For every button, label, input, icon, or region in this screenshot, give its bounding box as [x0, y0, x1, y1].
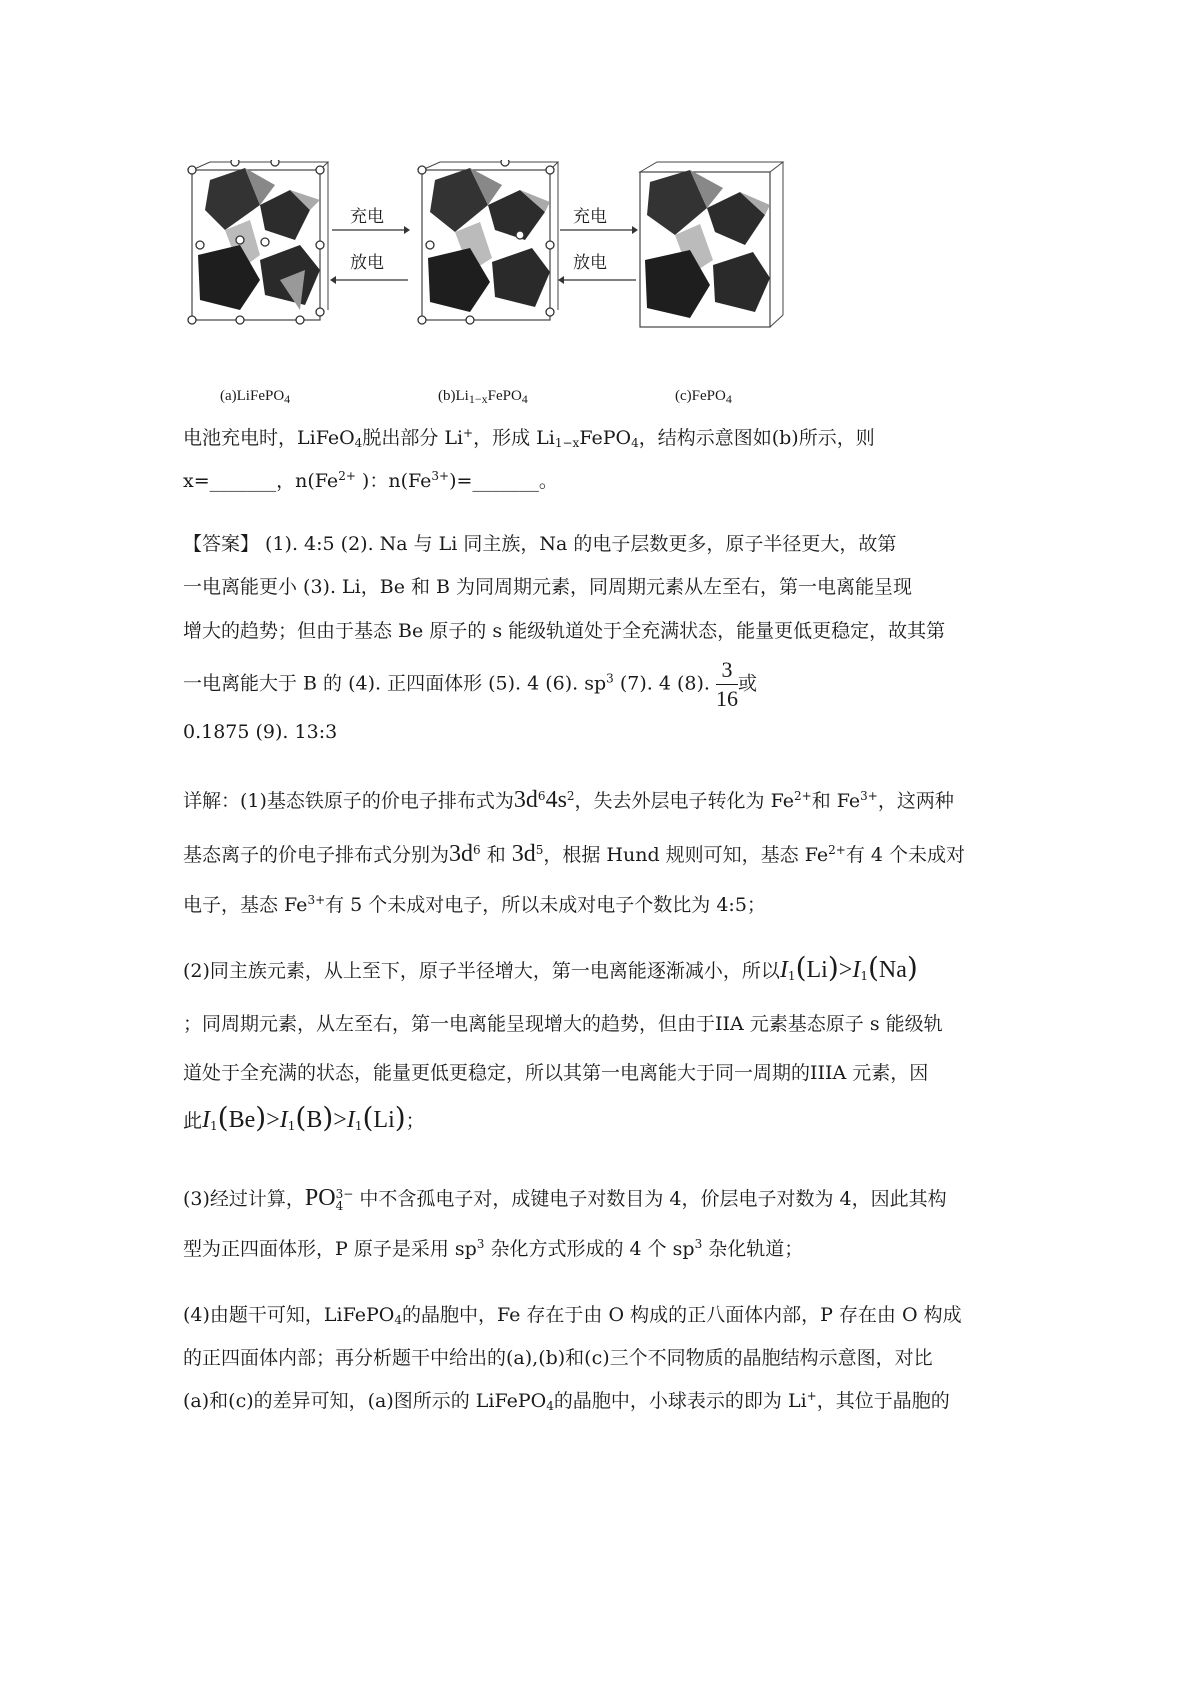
caption-a: (a)LiFePO$_4$ — [220, 388, 291, 406]
detail-line-4: (2)同主族元素，从上至下，原子半径增大，第一电离能逐渐减小，所以$I_1(Li)>I_1(Na)$ — [183, 951, 918, 984]
detail-line-8: (3)经过计算，PO 3− 4 中不含孤电子对，成键电子对数目为 4，价层电子对数为 4，因此其构 — [183, 1185, 947, 1213]
question-line-2: x=_______，$n(Fe^{2+}$ )：$n(Fe^{3+})=\_\_\_\_\_\_\_$。 — [183, 469, 558, 492]
detail-line-6: 道处于全充满的状态，能量更低更稳定，所以其第一电离能大于同一周期的IIIA 元素，因 — [183, 1062, 929, 1084]
cell-a-diagram — [180, 160, 330, 335]
detail-line-10: (4)由题干可知，LiFePO$_4$的晶胞中，Fe 存在于由 O 构成的正八面体内部，P 存在由 O 构成 — [183, 1304, 962, 1327]
charge-label-2: 充电 — [573, 207, 607, 227]
arrow-left-2 — [558, 274, 638, 286]
discharge-label-2: 放电 — [573, 253, 607, 273]
answer-line-2: 一电离能更小 (3). Li，Be 和 B 为同周期元素，同周期元素从左至右，第一电离能呈现 — [183, 576, 913, 598]
arrow-right-2 — [558, 224, 638, 236]
detail-line-7: 此$I_1(Be)>I_1(B)>I_1(Li)$； — [183, 1101, 425, 1134]
caption-c: (c)FePO$_4$ — [675, 388, 732, 406]
cell-c-diagram — [635, 160, 785, 335]
caption-b: $(b)Li_{1-x}FePO_4$ — [438, 388, 528, 406]
charge-label-1: 充电 — [350, 207, 384, 227]
answer-line-4: 一电离能大于 B 的 (4). 正四面体形 (5). 4 (6). $sp^3$ (7). 4 (8). $\frac{3}{16}$ 或 — [183, 657, 757, 711]
answer-line-3: 增大的趋势；但由于基态 Be 原子的 s 能级轨道处于全充满状态，能量更低更稳定，故其第 — [183, 620, 946, 642]
crystal-figure — [180, 160, 1040, 410]
fraction-3-16: $\frac{3}{16}$ — [715, 657, 738, 711]
detail-line-1: 详解：(1)基态铁原子的价电子排布式为$3d^64s^2$，失去外层电子转化为 $Fe^{2+}$和 $Fe^{3+}$，这两种 — [183, 787, 954, 813]
detail-line-5: ；同周期元素，从左至右，第一电离能呈现增大的趋势，但由于IIA 元素基态原子 s 能级轨 — [183, 1013, 943, 1035]
discharge-label-1: 放电 — [350, 253, 384, 273]
detail-line-2: 基态离子的价电子排布式分别为$3d^6$ 和 $3d^5$，根据 Hund 规则可知，基态 $Fe^{2+}$有 4 个未成对 — [183, 841, 965, 867]
detail-line-3: 电子，基态 $Fe^{3+}$有 5 个未成对电子，所以未成对电子个数比为 4:5； — [183, 893, 766, 916]
detail-line-11: 的正四面体内部；再分析题干中给出的(a),(b)和(c)三个不同物质的晶胞结构示意图，对比 — [183, 1347, 933, 1369]
arrow-left-1 — [330, 274, 410, 286]
detail-line-9: 型为正四面体形，P 原子是采用 $sp^3$ 杂化方式形成的 4 个 $sp^3$ 杂化轨道； — [183, 1237, 804, 1260]
cell-b-diagram — [410, 160, 560, 335]
question-line-1: 电池充电时，LiFeO$_4$脱出部分 Li+，形成 $Li_{1-x}FePO_4$，结构示意图如(b)所示，则 — [183, 426, 875, 450]
answer-line-1: 【答案】 (1). 4:5 (2). Na 与 Li 同主族，Na 的电子层数更多，原子半径更大，故第 — [183, 533, 897, 555]
detail-line-12: (a)和(c)的差异可知，(a)图所示的 LiFePO$_4$的晶胞中，小球表示的即为 Li+，其位于晶胞的 — [183, 1389, 950, 1413]
arrow-right-1 — [330, 224, 410, 236]
answer-line-5: 0.1875 (9). 13:3 — [183, 721, 338, 743]
